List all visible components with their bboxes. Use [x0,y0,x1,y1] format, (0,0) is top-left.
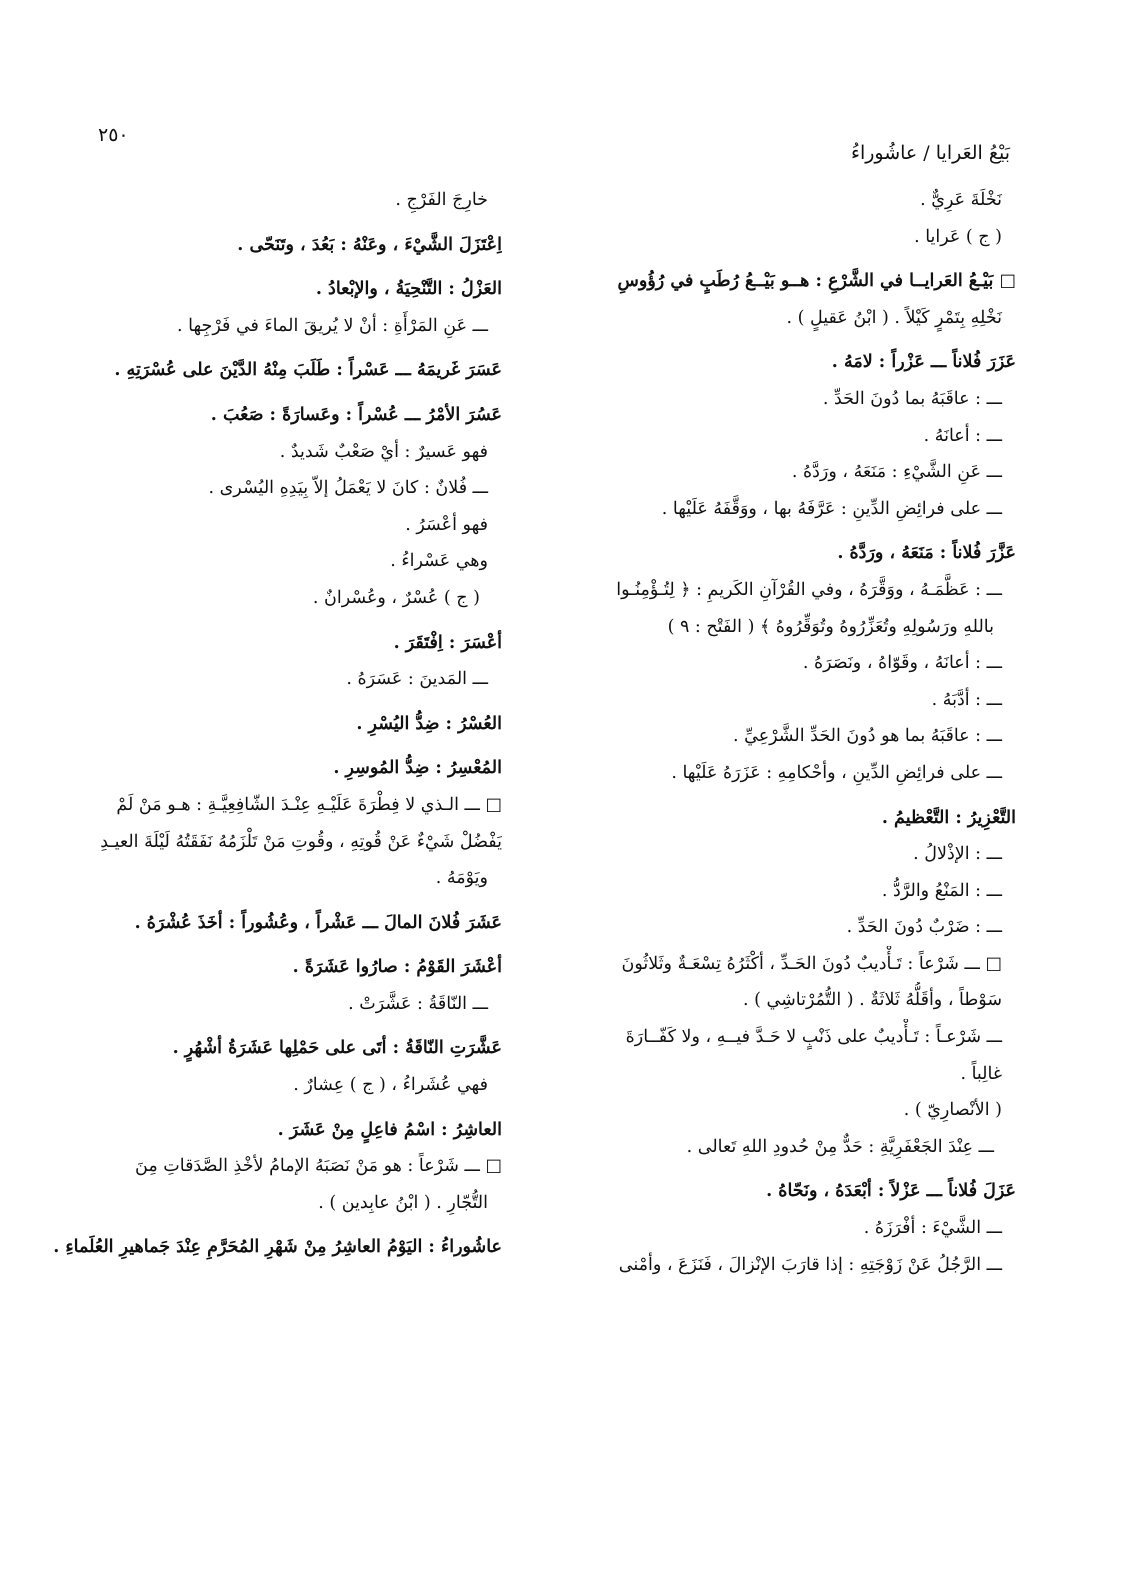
entry-line: ـــ عَنِ المَرْأَةِ : أنْ لا يُريقَ الماءَ في فَرْجِها . [177,315,488,336]
entry-line: ( ج ) عَرايا . [914,226,1002,247]
entry-line: خارِجَ الفَرْجِ . [395,190,488,210]
page-number: ٢٥٠ [98,124,129,146]
entry-line: ـــ : عاقَبَهُ بما دُونَ الحَدِّ . [822,388,1002,409]
running-header: بَيْعُ العَرايا / عاشُوراءُ [851,142,1010,164]
left-column [42,182,502,1266]
entry-headword-line: العَزْلُ : التَّنْحِيَةُ ، والإبْعادُ . [315,279,502,300]
entry-line: ـــ : عاقَبَهُ بما هو دُونَ الحَدِّ الشَّرْعِيِّ . [733,726,1002,747]
entry-headword-line: أعْسَرَ : اِفْتَقَرَ . [393,632,502,653]
entry-headword-line: عَشَرَ فُلانَ المالَ ـــ عَشْراً ، وعُشُوراً : أخَذَ عُشْرَهُ . [134,912,502,933]
entry-headword-line: □ بَيْـعُ العَرايــا في الشَّرْعِ : هــو بَيْــعُ رُطَبٍ في رُؤُوسِ [617,271,1016,292]
entry-line: ـــ : الإذْلالُ . [913,844,1002,865]
entry-line: ـــ على فرائِضِ الدِّينِ ، وأحْكامِهِ : عَزَرَهُ عَلَيْها . [671,762,1002,783]
entry-line: ـــ : أعانَهُ ، وقَوّاهُ ، ونَصَرَهُ . [802,653,1002,674]
entry-line: ـــ : ضَرْبٌ دُونَ الحَدِّ . [846,917,1002,938]
entry-headword-line: عَزَّرَ فُلاناً : مَنَعَهُ ، ورَدَّهُ . [837,543,1016,564]
entry-line: ( ج ) عُسْرٌ ، وعُسْرانٌ . [312,587,480,608]
entry-headword-line: عَزَلَ فُلاناً ـــ عَزْلاً : أبْعَدَهُ ، ونَحّاهُ . [766,1181,1016,1202]
entry-headword-line: العُسْرُ : ضِدُّ اليُسْرِ . [356,713,502,734]
entry-line: فهو أعْسَرُ . [405,514,488,535]
entry-headword-line: عَسُرَ الأمْرُ ـــ عُسْراً : وعَسارَةً : صَعُبَ . [210,404,502,425]
entry-line: ـــ الرَّجُلُ عَنْ زَوْجَتِهِ : إذا قارَبَ الإنْزالَ ، فَنَزَعَ ، وأمْنى [618,1254,1002,1275]
entry-headword-line: عَزَرَ فُلاناً ـــ عَزْراً : لامَهُ . [831,352,1016,373]
entry-line: ـــ شَرْعـاً : تَـأْديبٌ على ذَنْبٍ لا حَـدَّ فيــهِ ، ولا كَفّــارَةَ [625,1027,1002,1048]
entry-line: ويَوْمَهُ . [435,868,488,889]
entry-line: سَوْطاً ، وأقَلُّهُ ثَلاثَةٌ . ( التُّمُرْتاشِي ) . [742,990,1002,1011]
entry-line: ـــ عِنْدَ الجَعْفَرِيَّةِ : حَدٌّ مِنْ حُدودِ اللهِ تَعالى . [686,1136,994,1157]
entry-line: ـــ فُلانٌ : كانَ لا يَعْمَلُ إلاّ بِيَدِهِ اليُسْرى . [208,478,488,499]
entry-line: ـــ : المَنْعُ والرَّدُّ . [881,880,1002,901]
entry-line: ـــ : أعانَهُ . [923,425,1002,446]
entry-line: ( الأنْصارِيّ ) . [903,1100,1002,1121]
right-column [560,182,1016,1283]
entry-headword-line: عاشُوراءُ : اليَوْمُ العاشِرُ مِنْ شَهْرِ المُحَرَّمِ عِنْدَ جَماهيرِ العُلَماءِ . [53,1237,502,1258]
entry-headword-line: عَشَّرَتِ النّاقَةُ : أتَى على حَمْلِها عَشَرَةُ أشْهُرٍ . [172,1038,502,1059]
entry-line: ـــ النّاقَةُ : عَشَّرَتْ . [348,993,488,1014]
entry-line: التُّجّارِ . ( ابْنُ عابِدين ) . [318,1192,488,1213]
entry-headword-line: العاشِرُ : اسْمُ فاعِلٍ مِنْ عَشَرَ . [277,1119,502,1140]
entry-headword-line: اِعْتَزَلَ الشَّيْءَ ، وعَنْهُ : بَعُدَ ، وتَنَحّى . [237,234,502,255]
entry-line: نَخْلَةَ عَرِيٌّ . [920,190,1002,210]
entry-headword-line: المُعْسِرُ : ضِدُّ المُوسِرِ . [333,758,502,779]
entry-line: ـــ الشَّيْءَ : أفْرَزَهُ . [863,1218,1002,1239]
entry-line: ـــ عَنِ الشَّيْءِ : مَنَعَهُ ، ورَدَّهُ . [791,462,1002,483]
entry-line: ـــ : أدَّبَهُ . [931,689,1002,710]
entry-headword-line: عَسَرَ غَريمَهُ ـــ عَسْراً : طَلَبَ مِنْهُ الدَّيْنَ على عُسْرَتِهِ . [114,360,502,381]
entry-line: فهو عَسيرٌ : أيْ صَعْبٌ شَديدٌ . [279,441,488,462]
entry-headword-line: التَّعْزِيرُ : التَّعْظيمُ . [881,807,1016,828]
entry-line: باللهِ ورَسُولِهِ وتُعَزِّرُوهُ وتُوَقِّرُوهُ ﴾ ( الفَتْح : ٩ ) [667,616,994,637]
entry-line: ـــ المَدينَ : عَسَرَهُ . [346,669,488,690]
entry-line: □ ـــ شَرْعاً : هو مَنْ نَصَبَهُ الإمامُ لأخْذِ الصَّدَقاتِ مِنَ [135,1156,502,1177]
entry-line: □ ـــ الـذي لا فِطْرَةَ عَلَيْـهِ عِنْـدَ الشّافِعِيَّـةِ : هـو مَنْ لَمْ [116,794,502,815]
entry-line: فهي عُشَراءُ ، ( ج ) عِشارٌ . [293,1075,488,1096]
entry-line: غالِباً . [960,1063,1002,1084]
entry-line: ـــ : عَظَّمَـهُ ، ووَقَّرَهُ ، وفي القُرْآنِ الكَريمِ : ﴿ لِتُـؤْمِنُـوا [616,579,1002,600]
entry-line: يَفْضُلْ شَيْءٌ عَنْ قُوتِهِ ، وقُوتِ مَنْ تَلْزَمُهُ نَفَقَتُهُ لَيْلَةَ العيـدِ [100,831,502,852]
entry-line: وهي عَسْراءُ . [390,551,488,572]
entry-headword-line: أعْشَرَ القَوْمُ : صارُوا عَشَرَةً . [292,957,502,978]
entry-line: ـــ على فرائِضِ الدِّينِ : عَرَّفَهُ بها ، ووَقَّفَهُ عَلَيْها . [661,498,1002,519]
entry-line: نَخْلِهِ بِتَمْرٍ كَيْلاً . ( ابْنُ عَقيلٍ ) . [786,307,1002,328]
entry-line: □ ـــ شَرْعاً : تَـأْديبٌ دُونَ الحَـدِّ ، أكْثَرُهُ تِسْعَـةٌ وثَلاثُونَ [621,953,1002,974]
